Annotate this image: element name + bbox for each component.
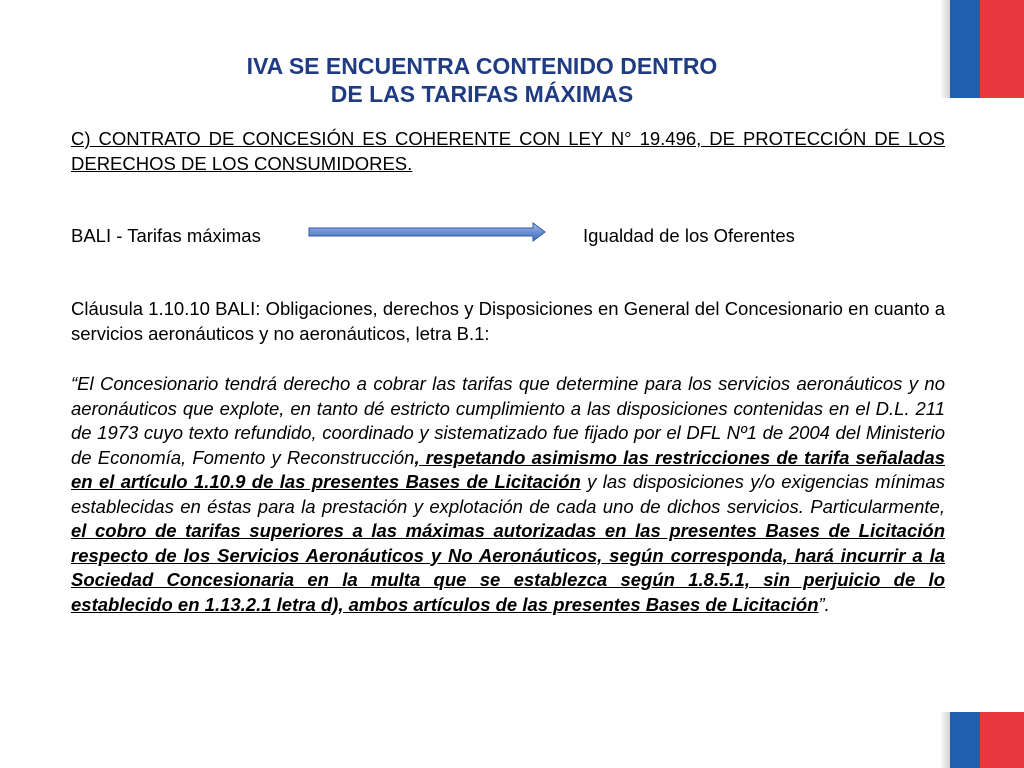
flag-decoration-top [940, 0, 1024, 98]
quote-paragraph [71, 372, 945, 617]
relation-right-label: Igualdad de los Oferentes [583, 225, 795, 246]
quote-emphasis-1: , respetando asimismo las restricciones de tarifa señaladas en el artículo 1.10.9 de las presentes Bases de Licitación [71, 446, 945, 492]
relation-left-label: BALI - Tarifas máximas [71, 225, 261, 246]
quote-text-1: “El Concesionario tendrá derecho a cobrar las tarifas que determine para los servicios aeronáuticos y no aeronáuticos que explote, en tanto dé estricto cumplimiento a las disposiciones contenidas en el D.L. 211 de 1973 cuyo texto refundido, coordinado y sistematizado fue fijado por el DFL Nº1 de 2004 del Ministerio de Economía, Fomento y Reconstrucción [71, 373, 945, 468]
quote-emphasis-2: el cobro de tarifas superiores a las máximas autorizadas en las presentes Bases de Licitación respecto de los Servicios Aeronáuticos y No Aeronáuticos, según corresponda, hará incurrir a la Sociedad Concesionaria en la multa que se establezca según 1.8.5.1, sin perjuicio de lo establecido en 1.13.2.1 letra d), ambos artículos de las presentes Bases de Licitación [71, 520, 945, 615]
flag-red-stripe [980, 712, 1024, 768]
flag-red-stripe [980, 0, 1024, 98]
title-line-2: DE LAS TARIFAS MÁXIMAS [330, 81, 634, 107]
quote-text-2: y las disposiciones y/o exigencias mínimas establecidas en éstas para la prestación y explotación de cada uno de dichos servicios. Particularmente, [71, 471, 945, 517]
clause-paragraph: Cláusula 1.10.10 BALI: Obligaciones, derechos y Disposiciones en General del Concesionario en cuanto a servicios aeronáuticos y no aeronáuticos, letra B.1: [71, 298, 945, 344]
flag-decoration-bottom [940, 712, 1024, 768]
flag-blue-stripe [950, 712, 980, 768]
section-c-heading: C) CONTRATO DE CONCESIÓN ES COHERENTE CON LEY N° 19.496, DE PROTECCIÓN DE LOS DERECHOS DE LOS CONSUMIDORES. [71, 128, 945, 174]
right-arrow-icon [307, 222, 547, 242]
slide-title [150, 52, 814, 108]
quote-text-3: ”. [818, 593, 830, 615]
title-line-1: IVA SE ENCUENTRA CONTENIDO DENTRO [246, 53, 718, 79]
flag-blue-stripe [950, 0, 980, 98]
